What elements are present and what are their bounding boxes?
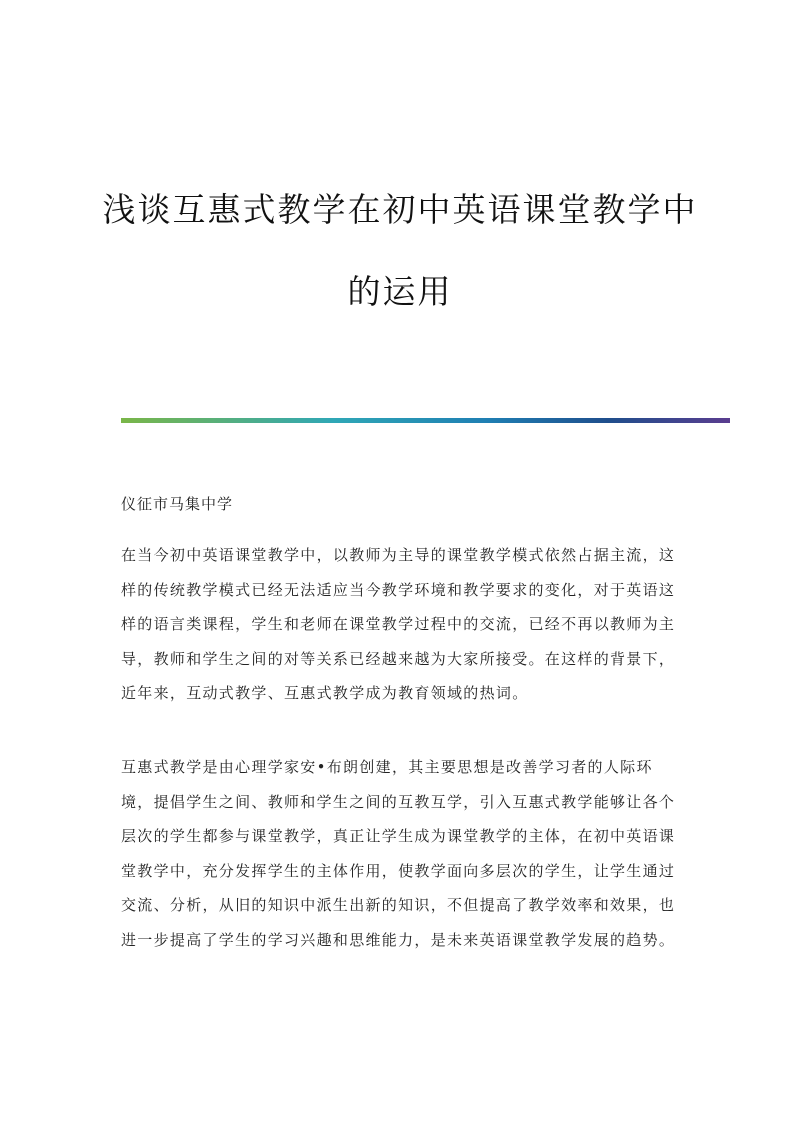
paragraph-line: 导，教师和学生之间的对等关系已经越来越为大家所接受。在这样的背景下， [121,649,676,668]
author-affiliation: 仪征市马集中学 [121,495,234,513]
paragraph-line: 样的语言类课程，学生和老师在课堂教学过程中的交流，已经不再以教师为主 [121,615,676,633]
document-title-line-1: 浅谈互惠式教学在初中英语课堂教学中 [102,190,698,229]
paragraph-line: 样的传统教学模式已经无法适应当今教学环境和教学要求的变化，对于英语这 [121,580,676,599]
paragraph-line: 在当今初中英语课堂教学中，以教师为主导的课堂教学模式依然占据主流，这 [121,546,676,564]
paragraph-line: 堂教学中，充分发挥学生的主体作用，使教学面向多层次的学生，让学生通过 [121,861,676,880]
paragraph-line: 境，提倡学生之间、教师和学生之间的互教互学，引入互惠式教学能够让各个 [121,792,676,811]
body-paragraph-2 [121,750,677,957]
paragraph-line: 进一步提高了学生的学习兴趣和思维能力，是未来英语课堂教学发展的趋势。 [121,930,676,949]
paragraph-line: 近年来，互动式教学、互惠式教学成为教育领域的热词。 [121,684,529,702]
document-title-line-2: 的运用 [347,272,453,311]
paragraph-line: 层次的学生都参与课堂教学，真正让学生成为课堂教学的主体，在初中英语课 [121,827,676,845]
body-paragraph-1 [121,538,677,711]
paragraph-line: 互惠式教学是由心理学家安•布朗创建，其主要思想是改善学习者的人际环 [121,758,653,776]
title-divider [121,418,730,423]
paragraph-line: 交流、分析，从旧的知识中派生出新的知识，不但提高了教学效率和效果，也 [121,896,676,914]
